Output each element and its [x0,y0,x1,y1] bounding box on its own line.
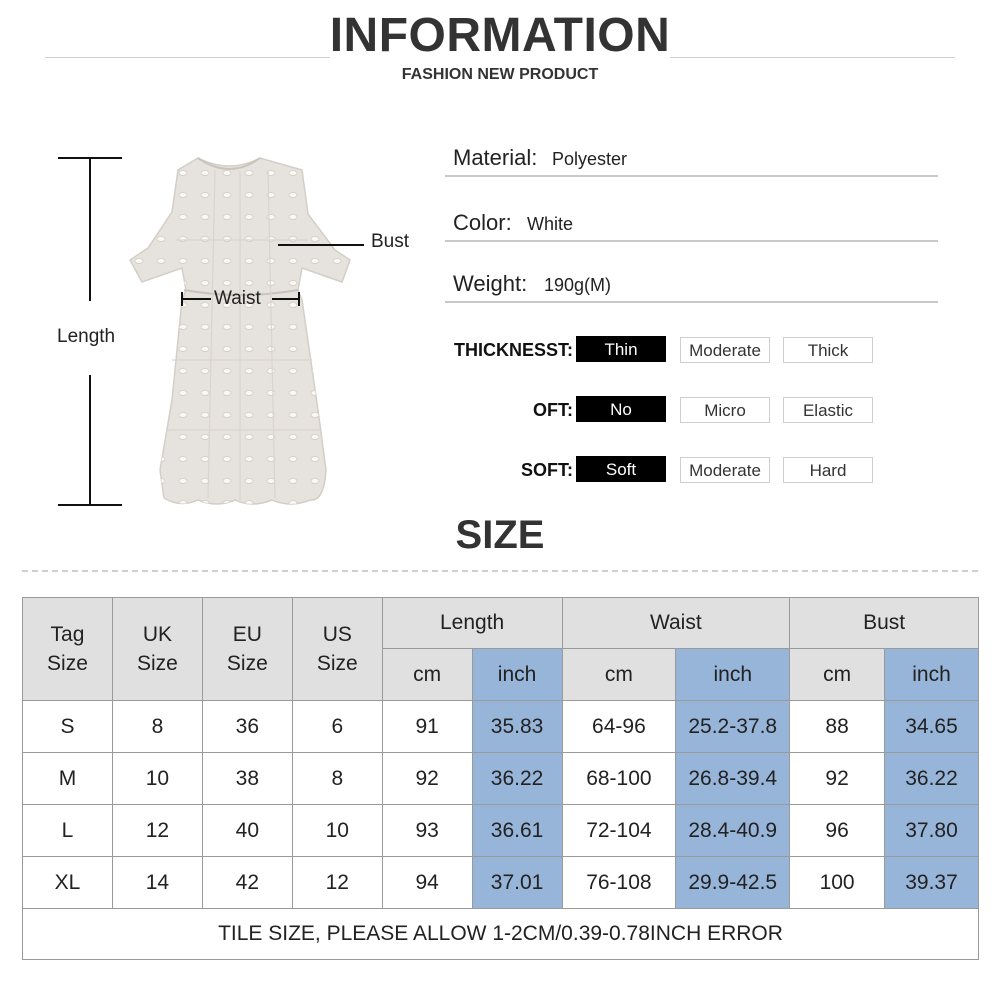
waist-inch-cell: 25.2-37.8 [676,701,790,753]
header-bust-inch: inch [885,649,979,701]
eu-size-cell: 40 [202,805,292,857]
table-row [23,857,979,909]
table-row [23,805,979,857]
thickness-moderate: Moderate [680,337,770,363]
material-label: Material: [453,145,538,170]
soft-moderate: Moderate [680,457,770,483]
soft-soft: Soft [576,456,666,482]
tag-size-cell: S [23,701,113,753]
page-subtitle: FASHION NEW PRODUCT [401,66,599,83]
color-label: Color: [453,210,512,235]
table-header-row [23,598,979,649]
header-tag-size: Tag Size [23,598,113,701]
waist-cm-cell: 64-96 [562,701,676,753]
length-marker-bottom [58,504,122,506]
material-value: Polyester [552,149,628,169]
waist-marker-left [181,298,211,300]
us-size-cell: 10 [292,805,382,857]
weight-row [445,261,938,303]
weight-value: 190g(M) [544,275,612,295]
length-marker-lower [89,375,91,505]
oft-micro: Micro [680,397,770,423]
soft-hard: Hard [783,457,873,483]
length-inch-cell: 37.01 [472,857,562,909]
header-waist-cm: cm [562,649,676,701]
bust-cm-cell: 100 [790,857,885,909]
header-uk-size: UK Size [112,598,202,701]
oft-elastic: Elastic [783,397,873,423]
tag-size-cell: M [23,753,113,805]
length-cm-cell: 94 [382,857,472,909]
page-title: INFORMATION [329,9,671,62]
tag-size-cell: XL [23,857,113,909]
header-us-size: US Size [292,598,382,701]
bust-inch-cell: 34.65 [885,701,979,753]
waist-marker-left-cap [181,292,183,306]
size-note: TILE SIZE, PLEASE ALLOW 1-2CM/0.39-0.78INCH ERROR [23,909,979,960]
waist-label: Waist [214,288,261,309]
table-note-row [23,909,979,960]
color-row [445,200,938,242]
waist-cm-cell: 76-108 [562,857,676,909]
length-marker-upper [89,158,91,301]
length-label: Length [57,326,116,347]
bust-inch-cell: 39.37 [885,857,979,909]
table-row [23,753,979,805]
color-value: White [527,214,574,234]
length-cm-cell: 93 [382,805,472,857]
length-cm-cell: 92 [382,753,472,805]
material-row [445,135,938,177]
oft-label: OFT: [533,400,573,420]
waist-inch-cell: 26.8-39.4 [676,753,790,805]
uk-size-cell: 12 [112,805,202,857]
thickness-thick: Thick [783,337,873,363]
header-bust: Bust [790,598,979,649]
size-divider [22,570,978,572]
us-size-cell: 12 [292,857,382,909]
uk-size-cell: 10 [112,753,202,805]
bust-inch-cell: 37.80 [885,805,979,857]
eu-size-cell: 36 [202,701,292,753]
bust-marker [278,244,364,246]
bust-label: Bust [371,231,410,252]
bust-cm-cell: 88 [790,701,885,753]
size-title: SIZE [455,513,545,557]
soft-label: SOFT: [521,460,573,480]
length-inch-cell: 36.61 [472,805,562,857]
waist-inch-cell: 28.4-40.9 [676,805,790,857]
header-waist-inch: inch [676,649,790,701]
waist-marker-right [272,298,300,300]
us-size-cell: 6 [292,701,382,753]
waist-marker-right-cap [298,292,300,306]
length-inch-cell: 36.22 [472,753,562,805]
header-length: Length [382,598,562,649]
uk-size-cell: 8 [112,701,202,753]
waist-inch-cell: 29.9-42.5 [676,857,790,909]
bust-cm-cell: 92 [790,753,885,805]
bust-cm-cell: 96 [790,805,885,857]
uk-size-cell: 14 [112,857,202,909]
length-inch-cell: 35.83 [472,701,562,753]
size-table [22,597,979,960]
header-waist: Waist [562,598,790,649]
header-length-cm: cm [382,649,472,701]
bust-inch-cell: 36.22 [885,753,979,805]
waist-cm-cell: 72-104 [562,805,676,857]
us-size-cell: 8 [292,753,382,805]
tag-size-cell: L [23,805,113,857]
eu-size-cell: 38 [202,753,292,805]
thickness-thin: Thin [576,336,666,362]
header-bust-cm: cm [790,649,885,701]
waist-cm-cell: 68-100 [562,753,676,805]
eu-size-cell: 42 [202,857,292,909]
weight-label: Weight: [453,271,528,296]
thickness-label: THICKNESST: [453,340,573,360]
table-row [23,701,979,753]
header-eu-size: EU Size [202,598,292,701]
oft-no: No [576,396,666,422]
length-cm-cell: 91 [382,701,472,753]
header-length-inch: inch [472,649,562,701]
